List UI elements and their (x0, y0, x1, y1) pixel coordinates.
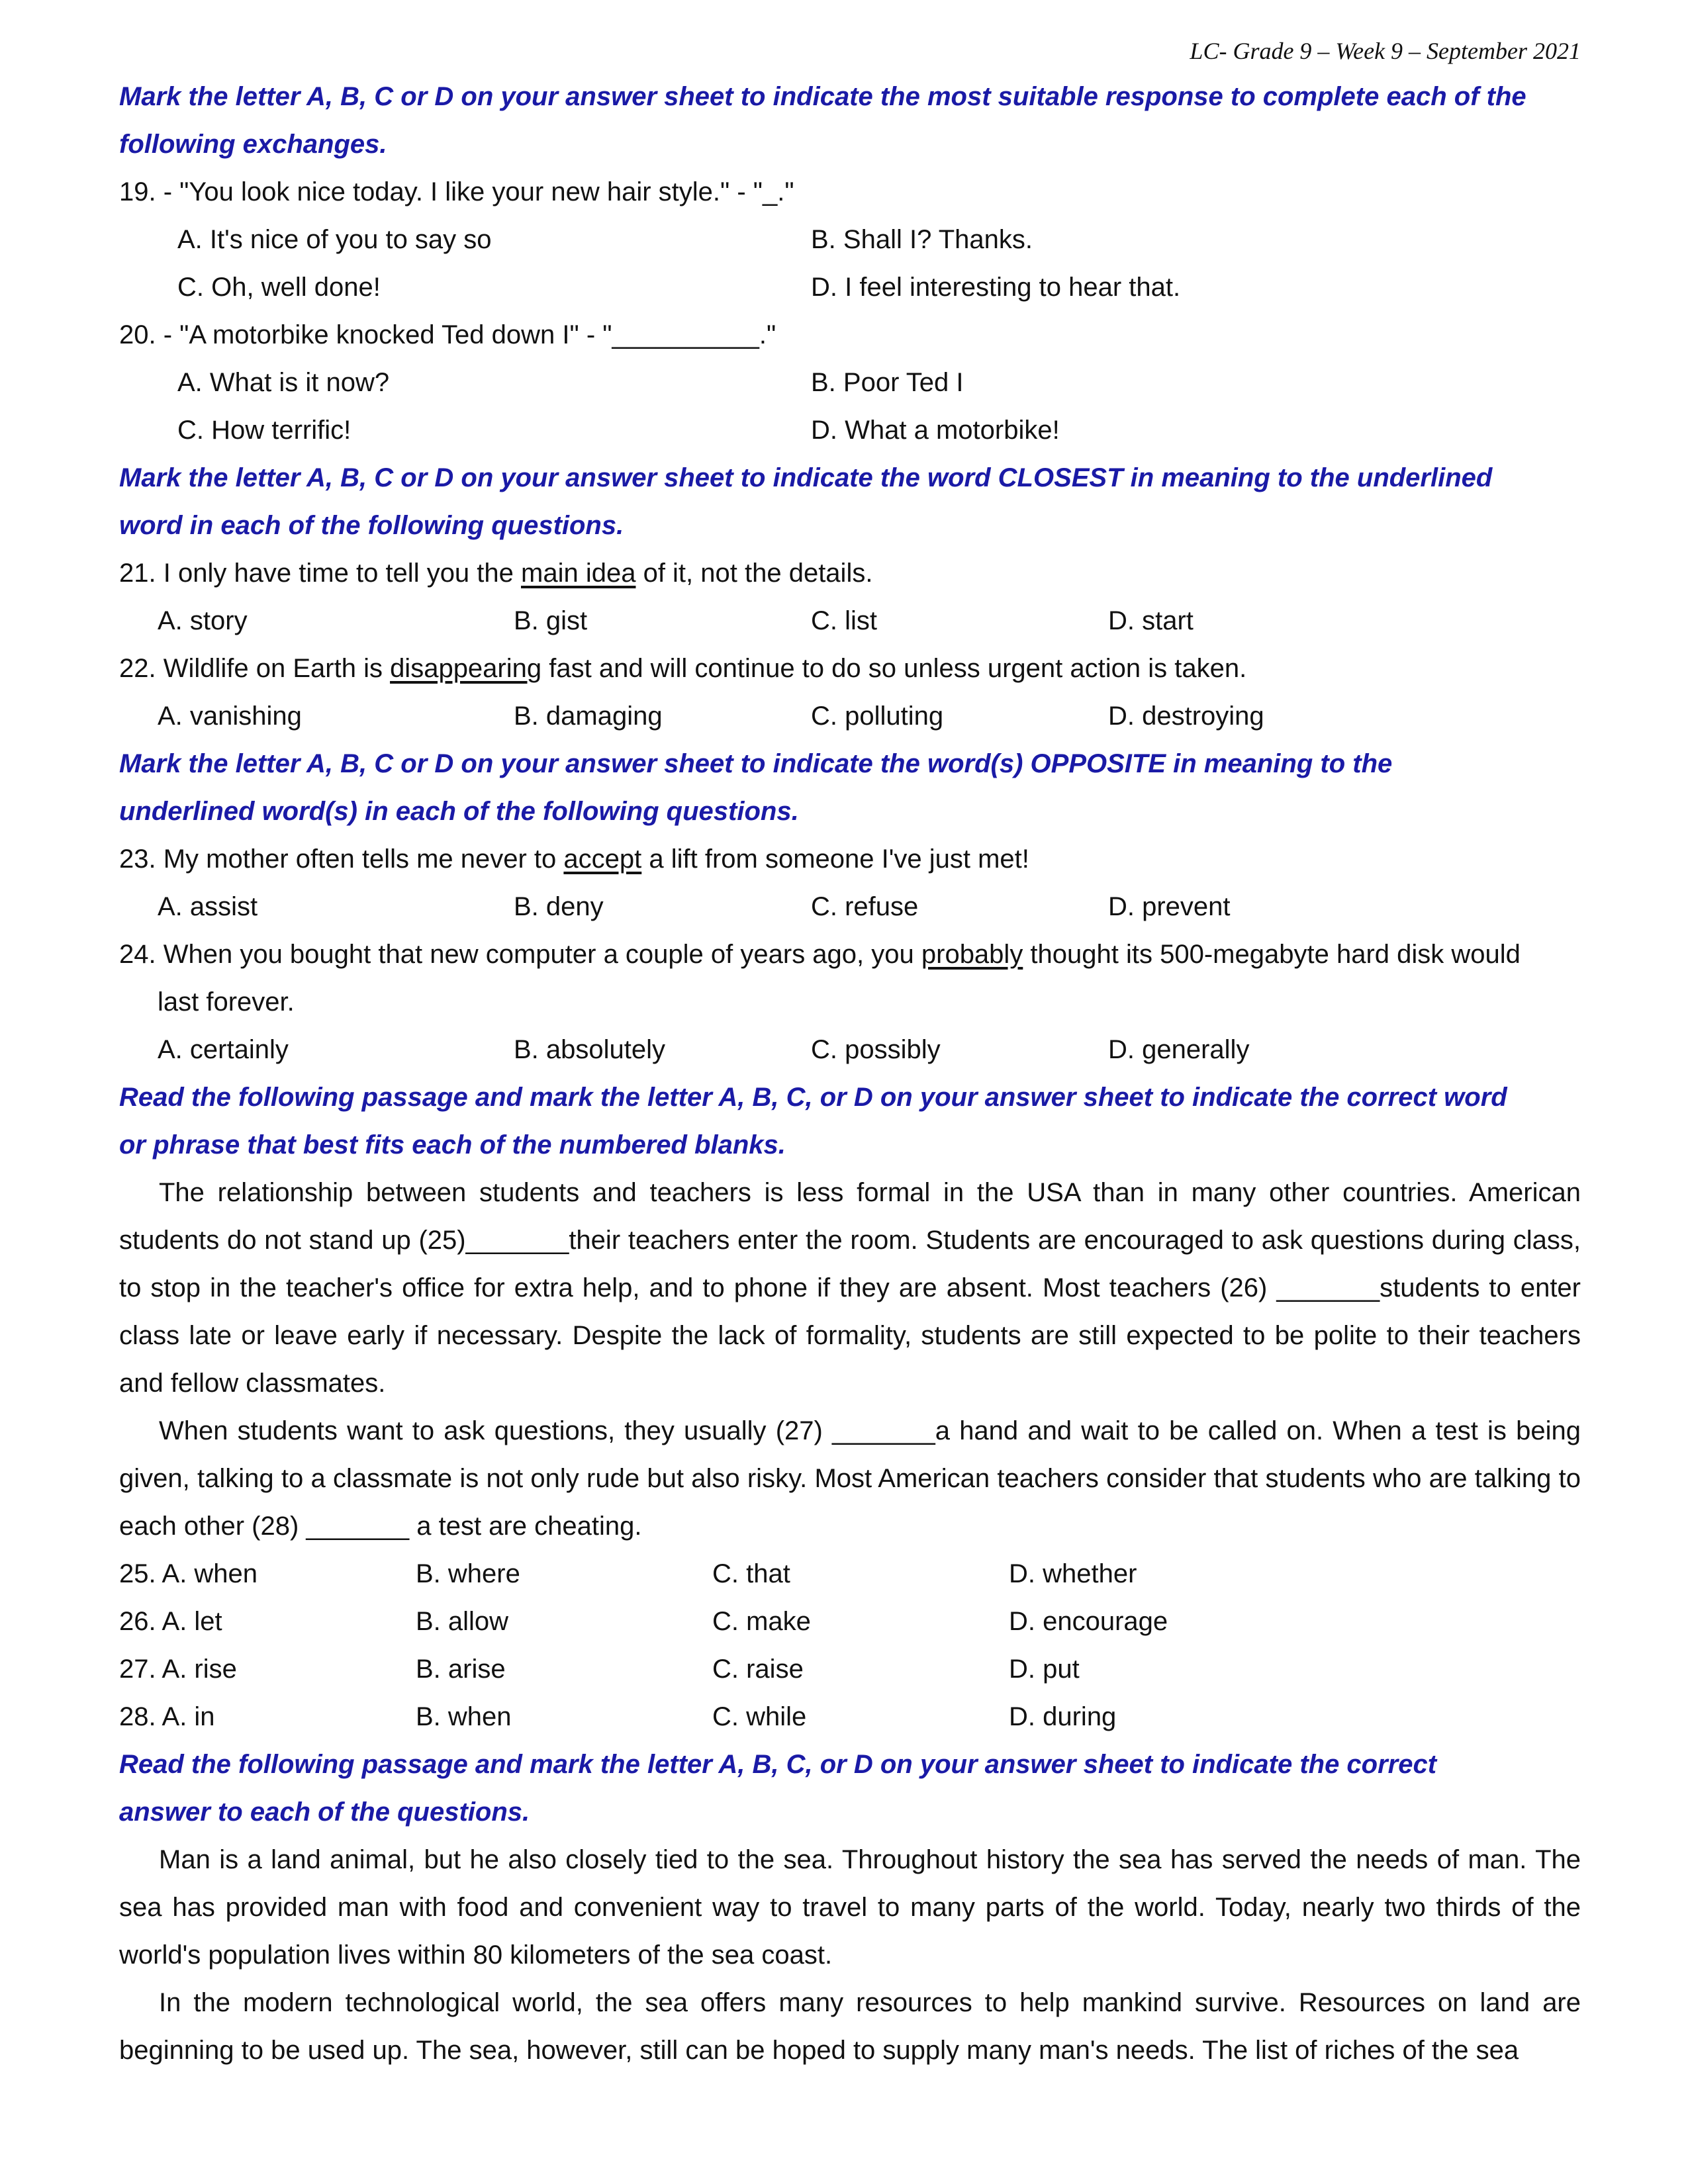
instruction-5-line-1: Read the following passage and mark the letter A, B, C, or D on your answer sheet to indicate the correct (119, 1750, 1437, 1779)
question-22-options (119, 692, 1581, 740)
option-26-b[interactable]: B. allow (416, 1607, 509, 1636)
option-19-b[interactable]: B. Shall I? Thanks. (811, 225, 1033, 254)
question-24-options (119, 1026, 1581, 1073)
option-26-d[interactable]: D. encourage (1009, 1607, 1168, 1636)
option-22-a[interactable]: A. vanishing (158, 702, 302, 731)
question-20-stem: 20. - "A motorbike knocked Ted down I" - "__________." (119, 320, 776, 349)
option-28-a[interactable]: 28. A. in (119, 1702, 215, 1731)
instruction-3-line-2: underlined word(s) in each of the following questions. (119, 797, 799, 826)
option-26-a[interactable]: 26. A. let (119, 1607, 222, 1636)
passage-1-paragraph-1-text: The relationship between students and teachers is less formal in the USA than in many other countries. American students do not stand up (25)_______their teachers enter the room. Students are encouraged to ask questions during class, to stop in the teacher's office for extra help, and to phone if they are absent. Most teachers (26) _______students to enter class late or leave early if necessary. Despite the lack of formality, students are still expected to be polite to their teachers and fellow classmates. (119, 1178, 1581, 1398)
option-23-b[interactable]: B. deny (514, 892, 604, 921)
question-19-options-row-1 (119, 216, 1581, 263)
option-23-a[interactable]: A. assist (158, 892, 258, 921)
question-21-stem (119, 549, 1581, 597)
q23-underlined-word: accept (563, 844, 642, 874)
instruction-1-line-2: following exchanges. (119, 130, 387, 159)
option-28-b[interactable]: B. when (416, 1702, 512, 1731)
option-27-c[interactable]: C. raise (712, 1655, 804, 1684)
question-23-stem (119, 835, 1581, 883)
option-22-b[interactable]: B. damaging (514, 702, 663, 731)
question-19-stem: 19. - "You look nice today. I like your new hair style." - "_." (119, 177, 794, 206)
instruction-4-line-1: Read the following passage and mark the letter A, B, C, or D on your answer sheet to indicate the correct word (119, 1083, 1507, 1112)
answer-row-27 (119, 1645, 1581, 1693)
option-28-c[interactable]: C. while (712, 1702, 807, 1731)
question-24-stem-continued: last forever. (158, 987, 295, 1017)
q23-post: a lift from someone I've just met! (641, 844, 1029, 874)
passage-1-paragraph-2 (119, 1407, 1581, 1550)
q22-post: fast and will continue to do so unless urgent action is taken. (541, 654, 1247, 683)
q22-underlined-word: disappearing (390, 654, 542, 683)
instruction-3-line-1: Mark the letter A, B, C or D on your answer sheet to indicate the word(s) OPPOSITE in meaning to the (119, 749, 1393, 778)
q21-underlined-word: main idea (521, 559, 636, 588)
option-19-c[interactable]: C. Oh, well done! (177, 273, 381, 302)
q22-pre: 22. Wildlife on Earth is (119, 654, 391, 683)
instruction-1-line-1: Mark the letter A, B, C or D on your answer sheet to indicate the most suitable response to complete each of the (119, 82, 1526, 111)
question-23-options (119, 883, 1581, 931)
option-20-a[interactable]: A. What is it now? (177, 368, 390, 397)
answer-row-26 (119, 1598, 1581, 1645)
option-23-d[interactable]: D. prevent (1108, 892, 1231, 921)
worksheet-content (119, 73, 1581, 2074)
option-19-a[interactable]: A. It's nice of you to say so (177, 225, 492, 254)
passage-1-paragraph-2-text: When students want to ask questions, they usually (27) _______a hand and wait to be called on. When a test is being given, talking to a classmate is not only rude but also risky. Most American teachers consider that students who are talking to each other (28) _______ a test are cheating. (119, 1416, 1581, 1541)
q24-underlined-word: probably (921, 940, 1023, 969)
q24-post: thought its 500-megabyte hard disk would (1023, 940, 1521, 969)
passage-2-paragraph-1-text: Man is a land animal, but he also closely tied to the sea. Throughout history the sea has served the needs of man. The sea has provided man with food and convenient way to travel to many parts of the world. Today, nearly two thirds of the world's population lives within 80 kilometers of the sea coast. (119, 1845, 1581, 1970)
question-20-options-row-2 (119, 406, 1581, 454)
question-19-options-row-2 (119, 263, 1581, 311)
q21-post: of it, not the details. (635, 559, 873, 588)
q24-pre: 24. When you bought that new computer a couple of years ago, you (119, 940, 921, 969)
option-22-d[interactable]: D. destroying (1108, 702, 1264, 731)
q23-pre: 23. My mother often tells me never to (119, 844, 564, 874)
question-22-stem (119, 645, 1581, 692)
instruction-2-line-2: word in each of the following questions. (119, 511, 624, 540)
passage-1-paragraph-1 (119, 1169, 1581, 1407)
option-24-c[interactable]: C. possibly (811, 1035, 941, 1064)
answer-row-28 (119, 1693, 1581, 1741)
option-25-a[interactable]: 25. A. when (119, 1559, 258, 1588)
option-24-a[interactable]: A. certainly (158, 1035, 289, 1064)
instruction-4-line-2: or phrase that best fits each of the numbered blanks. (119, 1130, 786, 1160)
question-20-options-row-1 (119, 359, 1581, 406)
option-25-c[interactable]: C. that (712, 1559, 790, 1588)
answer-row-25 (119, 1550, 1581, 1598)
option-28-d[interactable]: D. during (1009, 1702, 1117, 1731)
option-23-c[interactable]: C. refuse (811, 892, 919, 921)
option-21-d[interactable]: D. start (1108, 606, 1194, 635)
option-19-d[interactable]: D. I feel interesting to hear that. (811, 273, 1181, 302)
option-26-c[interactable]: C. make (712, 1607, 811, 1636)
option-22-c[interactable]: C. polluting (811, 702, 944, 731)
passage-2-paragraph-2-text: In the modern technological world, the sea offers many resources to help mankind survive. Resources on land are beginning to be used up. The sea, however, still can be hoped to supply many man's needs. The list of riches of the sea (119, 1988, 1581, 2065)
question-24-stem (119, 931, 1581, 978)
option-21-b[interactable]: B. gist (514, 606, 588, 635)
instruction-5-line-2: answer to each of the questions. (119, 1797, 530, 1827)
option-25-d[interactable]: D. whether (1009, 1559, 1137, 1588)
option-20-b[interactable]: B. Poor Ted I (811, 368, 964, 397)
instruction-2-line-1: Mark the letter A, B, C or D on your answer sheet to indicate the word CLOSEST in meaning to the underlined (119, 463, 1493, 492)
passage-2-paragraph-1 (119, 1836, 1581, 1979)
option-21-c[interactable]: C. list (811, 606, 877, 635)
option-21-a[interactable]: A. story (158, 606, 248, 635)
q21-pre: 21. I only have time to tell you the (119, 559, 522, 588)
question-21-options (119, 597, 1581, 645)
page-header: LC- Grade 9 – Week 9 – September 2021 (1190, 38, 1581, 64)
option-24-d[interactable]: D. generally (1108, 1035, 1250, 1064)
option-20-c[interactable]: C. How terrific! (177, 416, 352, 445)
option-25-b[interactable]: B. where (416, 1559, 520, 1588)
passage-2-paragraph-2 (119, 1979, 1581, 2074)
option-27-a[interactable]: 27. A. rise (119, 1655, 237, 1684)
option-20-d[interactable]: D. What a motorbike! (811, 416, 1060, 445)
option-27-d[interactable]: D. put (1009, 1655, 1080, 1684)
option-27-b[interactable]: B. arise (416, 1655, 506, 1684)
option-24-b[interactable]: B. absolutely (514, 1035, 666, 1064)
